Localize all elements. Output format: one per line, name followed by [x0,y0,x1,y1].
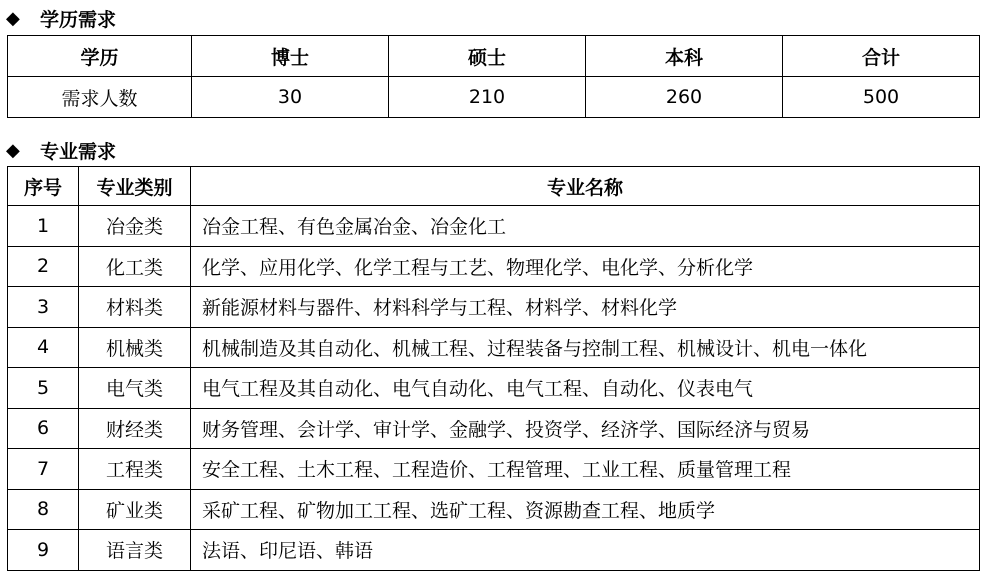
major-names-cell: 机械制造及其自动化、机械工程、过程装备与控制工程、机械设计、机电一体化 [191,327,980,368]
row-label-cell: 需求人数 [8,77,192,118]
value-cell: 260 [586,77,783,118]
table-row [8,408,980,449]
header-cell: 序号 [8,167,79,206]
index-cell: 4 [8,327,79,368]
category-cell: 化工类 [79,246,191,287]
table-row [8,449,980,490]
education-demand-table [7,35,980,118]
major-heading-text: 专业需求 [40,140,117,163]
table-row [8,489,980,530]
header-cell: 硕士 [389,36,586,77]
category-cell: 冶金类 [79,206,191,247]
category-cell: 矿业类 [79,489,191,530]
category-cell: 财经类 [79,408,191,449]
diamond-bullet-icon: ◆ [6,7,20,29]
major-section-heading [6,137,116,163]
education-section-heading [6,5,116,31]
value-cell: 500 [783,77,980,118]
major-names-cell: 财务管理、会计学、审计学、金融学、投资学、经济学、国际经济与贸易 [191,408,980,449]
table-row [8,530,980,571]
major-names-cell: 化学、应用化学、化学工程与工艺、物理化学、电化学、分析化学 [191,246,980,287]
header-cell: 本科 [586,36,783,77]
education-heading-text: 学历需求 [40,8,117,31]
index-cell: 8 [8,489,79,530]
category-cell: 材料类 [79,287,191,328]
category-cell: 电气类 [79,368,191,409]
major-names-cell: 冶金工程、有色金属冶金、冶金化工 [191,206,980,247]
major-header-row [8,167,980,206]
major-demand-table [7,166,980,571]
header-cell: 博士 [192,36,389,77]
value-cell: 30 [192,77,389,118]
index-cell: 5 [8,368,79,409]
major-names-cell: 采矿工程、矿物加工工程、选矿工程、资源勘查工程、地质学 [191,489,980,530]
header-cell: 合计 [783,36,980,77]
major-names-cell: 法语、印尼语、韩语 [191,530,980,571]
index-cell: 1 [8,206,79,247]
index-cell: 3 [8,287,79,328]
table-row [8,206,980,247]
index-cell: 6 [8,408,79,449]
table-row [8,246,980,287]
header-cell: 学历 [8,36,192,77]
education-data-row [8,77,980,118]
major-names-cell: 安全工程、土木工程、工程造价、工程管理、工业工程、质量管理工程 [191,449,980,490]
category-cell: 机械类 [79,327,191,368]
header-cell: 专业类别 [79,167,191,206]
index-cell: 2 [8,246,79,287]
index-cell: 9 [8,530,79,571]
category-cell: 语言类 [79,530,191,571]
major-names-cell: 电气工程及其自动化、电气自动化、电气工程、自动化、仪表电气 [191,368,980,409]
table-row [8,287,980,328]
table-row [8,327,980,368]
value-cell: 210 [389,77,586,118]
category-cell: 工程类 [79,449,191,490]
education-header-row [8,36,980,77]
header-cell: 专业名称 [191,167,980,206]
diamond-bullet-icon: ◆ [6,139,20,161]
index-cell: 7 [8,449,79,490]
table-row [8,368,980,409]
major-names-cell: 新能源材料与器件、材料科学与工程、材料学、材料化学 [191,287,980,328]
